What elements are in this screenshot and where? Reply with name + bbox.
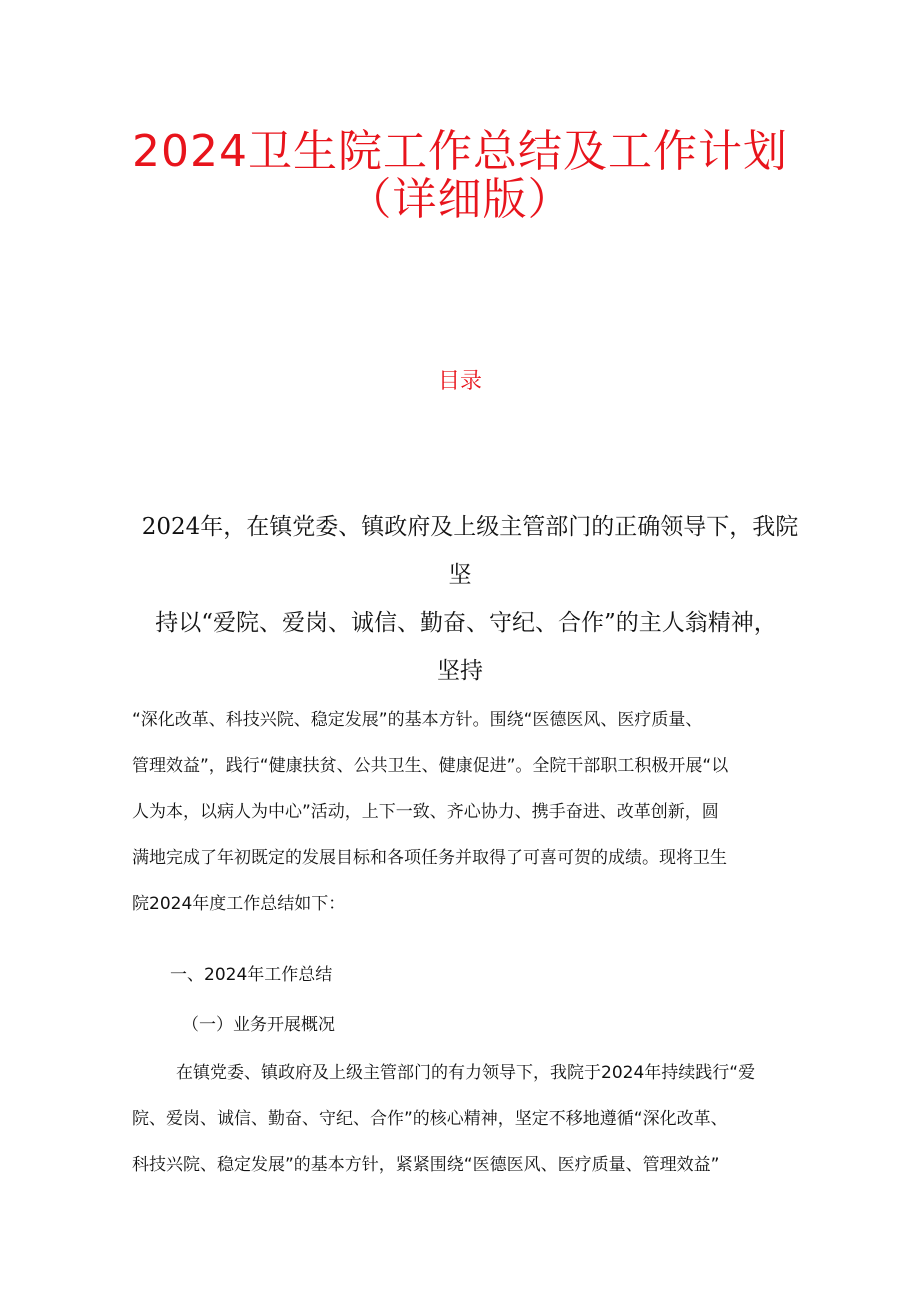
intro-line: 坚 — [448, 562, 472, 588]
document-title-line-1: 2024卫生院工作总结及工作计划 — [132, 126, 788, 177]
paragraph-line: 在镇党委、镇政府及上级主管部门的有力领导下，我院于2024年持续践行“爱 — [176, 1063, 756, 1083]
document-title-line-2: （详细版） — [347, 174, 573, 225]
paragraph-line: 人为本，以病人为中心”活动，上下一致、齐心协力、携手奋进、改革创新，圆 — [132, 802, 719, 822]
paragraph-line: 满地完成了年初既定的发展目标和各项任务并取得了可喜可贺的成绩。现将卫生 — [132, 848, 727, 868]
paragraph-line: 院、爱岗、诚信、勤奋、守纪、合作”的核心精神，坚定不移地遵循“深化改革、 — [132, 1109, 728, 1129]
paragraph-line: 科技兴院、稳定发展”的基本方针，紧紧围绕“医德医风、医疗质量、管理效益” — [132, 1155, 720, 1175]
paragraph-line: 管理效益”，践行“健康扶贫、公共卫生、健康促进”。全院干部职工积极开展“以 — [132, 756, 729, 776]
paragraph-line: 院2024年度工作总结如下： — [132, 894, 346, 914]
intro-line: 坚持 — [437, 658, 483, 684]
intro-line: 2024年，在镇党委、镇政府及上级主管部门的正确领导下，我院 — [141, 514, 799, 540]
intro-line: 持以“爱院、爱岗、诚信、勤奋、守纪、合作”的主人翁精神， — [155, 610, 777, 636]
subsection-heading: （一）业务开展概况 — [182, 1015, 335, 1035]
paragraph-line: “深化改革、科技兴院、稳定发展”的基本方针。围绕“医德医风、医疗质量、 — [132, 710, 703, 730]
toc-heading: 目录 — [437, 369, 482, 394]
section-heading: 一、2024年工作总结 — [170, 965, 333, 985]
